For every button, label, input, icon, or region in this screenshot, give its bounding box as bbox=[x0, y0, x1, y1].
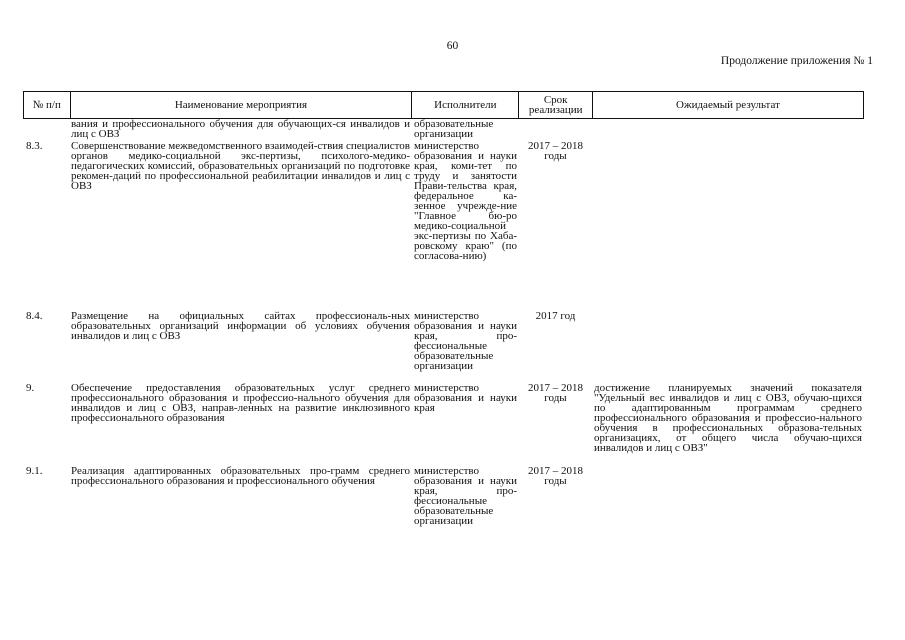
header-executors: Исполнители bbox=[411, 92, 518, 118]
row-executors: министерство образования и науки края bbox=[414, 382, 517, 414]
row-executors: министерство образования и науки края, про-фессиональные образовательные организации bbox=[414, 465, 517, 527]
row-result bbox=[592, 119, 864, 141]
row-name: Совершенствование межведомственного взаимодей-ствия специалистов органов медико-социальной экс-пертизы, психолого-медико-педагогических комиссий, образовательных организаций по подготовке рекомен-даций по профессиональной реабилитации инвалидов и лиц с ОВЗ bbox=[71, 140, 410, 192]
row-num: 9.1. bbox=[26, 465, 43, 477]
row-name: Реализация адаптированных образовательных про-грамм среднего профессионального образования и профессионального обучения bbox=[71, 465, 410, 487]
row-term: 2017 – 2018 годы bbox=[528, 382, 583, 404]
header-term: Срок реализации bbox=[518, 92, 591, 118]
table-row bbox=[23, 466, 864, 546]
row-executors: министерство образования и науки края, про-фессиональные образовательные организации bbox=[414, 310, 517, 372]
row-term: 2017 – 2018 годы bbox=[528, 140, 583, 162]
table-header bbox=[23, 91, 864, 119]
row-name: вания и профессионального обучения для обучающих-ся инвалидов и лиц с ОВЗ bbox=[71, 118, 410, 140]
page-number: 60 bbox=[446, 40, 459, 52]
measures-table bbox=[23, 91, 864, 546]
row-result bbox=[592, 311, 864, 383]
row-name: Размещение на официальных сайтах профессиональ-ных образовательных организаций информации об условиях обучения инвалидов и лиц с ОВЗ bbox=[71, 310, 410, 342]
table-row bbox=[23, 141, 864, 311]
header-num: № п/п bbox=[32, 99, 61, 111]
row-term bbox=[519, 119, 592, 141]
table-row bbox=[23, 383, 864, 466]
table-row bbox=[23, 119, 864, 141]
row-num bbox=[23, 119, 69, 141]
row-term: 2017 – 2018 годы bbox=[528, 465, 583, 487]
row-num: 8.4. bbox=[26, 310, 43, 322]
header-result: Ожидаемый результат bbox=[592, 92, 863, 118]
row-result bbox=[592, 141, 864, 311]
row-term: 2017 год bbox=[535, 310, 576, 322]
row-num: 9. bbox=[26, 382, 35, 394]
row-name: Обеспечение предоставления образовательных услуг среднего профессионального образования и профессио-нального обучения для инвалидов и лиц с ОВЗ, направ-ленных на развитие инклюзивного профессионального образования bbox=[71, 382, 410, 424]
row-result: достижение планируемых значений показателя "Удельный вес инвалидов и лиц с ОВЗ, обучаю-щихся по адаптированным программам среднего профессионального образования и профессио-нального обучения в профессиональных образова-тельных организациях, от общего числа обучаю-щихся инвалидов и лиц с ОВЗ" bbox=[594, 382, 862, 454]
table-row bbox=[23, 311, 864, 383]
row-result bbox=[592, 466, 864, 546]
row-executors: министерство образования и науки края, коми-тет по труду и занятости Прави-тельства края, федеральное ка-зенное учрежде-ние "Главное бю-ро медико-социальной экс-пертизы по Хаба-ровскому краю" (по согласова-нию) bbox=[414, 140, 517, 262]
header-name: Наименование мероприятия bbox=[70, 92, 412, 118]
continuation-title: Продолжение приложения № 1 bbox=[720, 55, 873, 67]
row-executors: образовательные организации bbox=[414, 118, 494, 140]
row-num: 8.3. bbox=[26, 140, 43, 152]
